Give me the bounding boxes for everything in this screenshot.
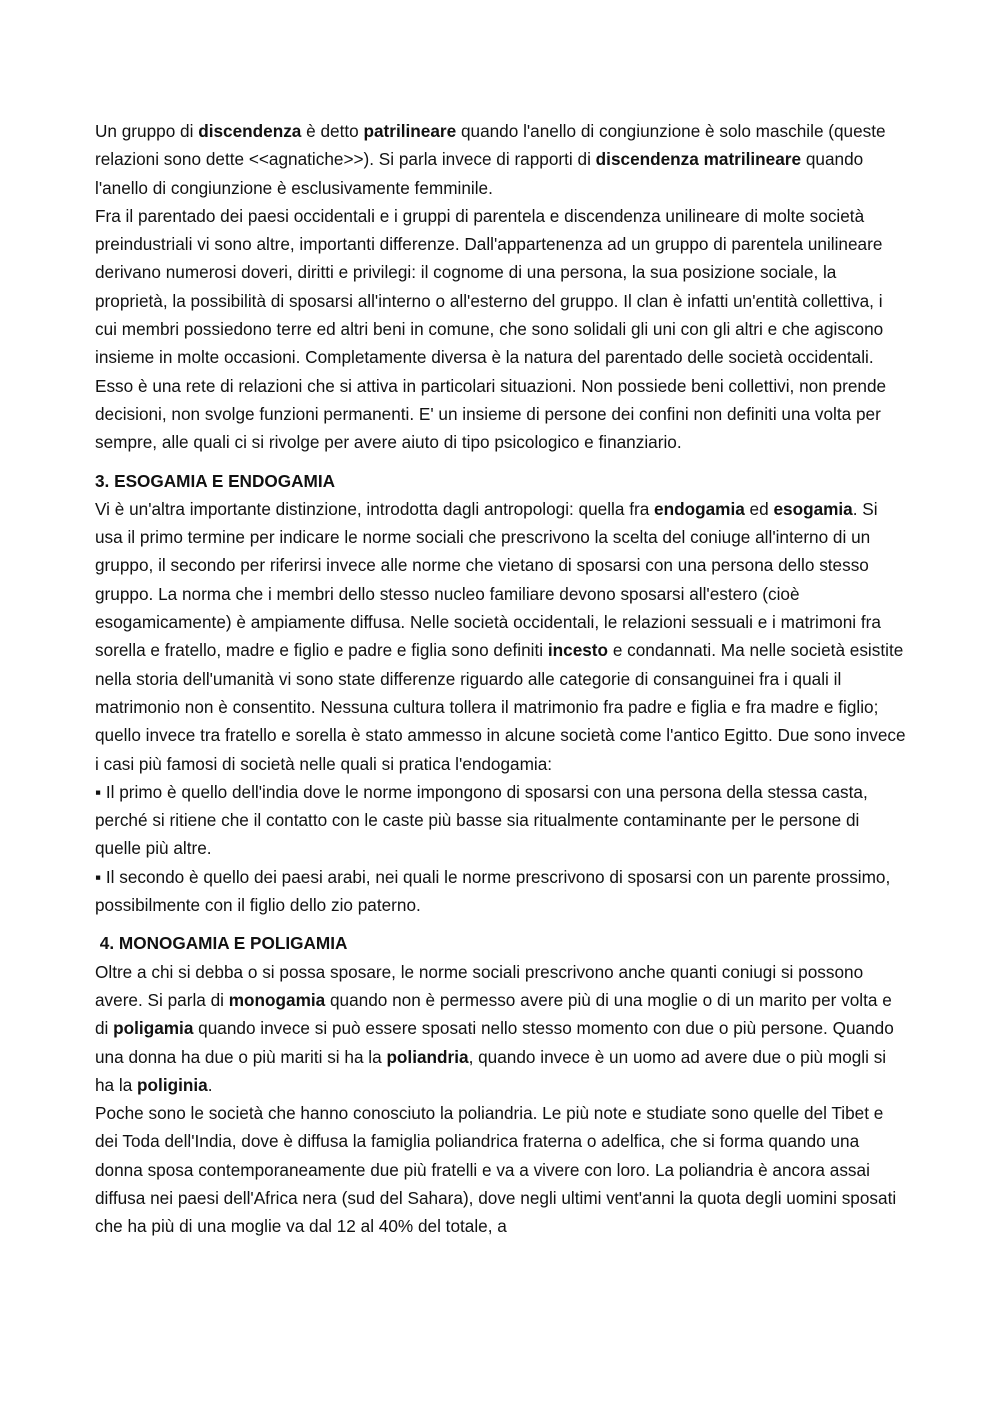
section-heading-esogamia: 3. ESOGAMIA E ENDOGAMIA — [95, 470, 336, 491]
document-page — [95, 117, 907, 1241]
spacer — [95, 457, 907, 467]
paragraph-parentado: Fra il parentado dei paesi occidentali e i gruppi di parentela e discendenza unilineare di molte società preindustriali vi sono altre, importanti differenze. Dall'appartenenza ad un gruppo di parentela unilineare derivano numerosi doveri, diritti e privilegi: il cognome di una persona, la sua posizione sociale, la proprietà, la possibilità di sposarsi all'interno o all'esterno del gruppo. Il clan è infatti un'entità collettiva, i cui membri possiedono terre ed altri beni in comune, che sono solidali gli uni con gli altri e che agiscono insieme in molte occasioni. Completamente diversa è la natura del parentado delle società occidentali. Esso è una rete di relazioni che si attiva in particolari situazioni. Non possiede beni collettivi, non prende decisioni, non svolge funzioni permanenti. E' un insieme di persone dei confini non definiti una volta per sempre, alle quali ci si rivolge per avere aiuto di tipo psicologico e finanziario. — [95, 205, 887, 453]
text-run: quando l'anello di congiunzione è solo maschile (queste relazioni sono dette <<agnatiche>>). Si parla invece di rapporti di — [95, 121, 886, 170]
section-heading-monogamia: 4. MONOGAMIA E POLIGAMIA — [95, 933, 348, 954]
text-run: Oltre a chi si debba o si possa sposare, le norme sociali prescrivono anche quanti coniugi si possono avere. Si parla di — [95, 961, 864, 1010]
text-run: quando non è permesso avere più di una moglie o di un marito per volta e di — [95, 989, 892, 1039]
bold-term-discendenza: discendenza — [198, 121, 302, 141]
text-run: e condannati. Ma nelle società esistite nella storia dell'umanità vi sono state differenze riguardo alle categorie di consanguinei fra i quali il matrimonio non è consentito. Nessuna cultura tollera il matrimonio fra padre e figlia e fra madre e figlio; quello invece tra fratello e sorella è stato ammesso in alcune società come l'antico Egitto. Due sono invece i casi più famosi di società nelle quali si pratica l'endogamia: — [95, 640, 906, 774]
text-run: quando l'anello di congiunzione è esclusivamente femminile. — [95, 149, 864, 198]
bold-term-endogamia: endogamia — [654, 498, 745, 519]
bold-term-discendenza-matrilineare: discendenza matrilineare — [595, 149, 802, 170]
bold-term-poliginia: poliginia — [137, 1074, 208, 1095]
bold-term-poliandria: poliandria — [386, 1046, 469, 1067]
paragraph-monogamia — [95, 958, 907, 1099]
paragraph-poliandria: Poche sono le società che hanno conosciuto la poliandria. Le più note e studiate sono quelle del Tibet e dei Toda dell'India, dove è diffusa la famiglia poliandrica fraterna o adelfica, che si forma quando una donna sposa contemporaneamente due più fratelli e va a vivere con loro. La poliandria è ancora assai diffusa nei paesi dell'Africa nera (sud del Sahara), dove negli ultimi vent'anni la quota degli uomini sposati che ha più di una moglie va dal 12 al 40% del totale, a — [95, 1103, 897, 1237]
bold-term-poligamia: poligamia — [113, 1018, 194, 1039]
text-run: , quando invece è un uomo ad avere due o più mogli si ha la — [95, 1046, 887, 1095]
bullet-item-india: ▪ Il primo è quello dell'india dove le norme impongono di sposarsi con una persona della stessa casta, perché si ritiene che il contatto con le caste più basse sia ritualmente contaminante per le persone di quelle più altre. — [95, 781, 868, 859]
text-run: quando invece si può essere sposati nello stesso momento con due o più persone. Quando una donna ha due o più mariti si ha la — [95, 1018, 894, 1067]
text-run: Vi è un'altra importante distinzione, introdotta dagli antropologi: quella fra — [95, 498, 655, 519]
bullet-item-arabi: ▪ Il secondo è quello dei paesi arabi, nei quali le norme prescrivono di sposarsi con un parente prossimo, possibilmente con il figlio dello zio paterno. — [95, 866, 891, 916]
text-run: ed — [744, 498, 774, 519]
bold-term-monogamia: monogamia — [228, 989, 326, 1010]
paragraph-discendenza — [95, 117, 907, 202]
text-run: è detto — [301, 121, 364, 141]
text-run: . Si usa il primo termine per indicare le norme sociali che prescrivono la scelta del coniuge all'interno di un gruppo, il secondo per riferirsi invece alle norme che vietano di sposarsi con una persona dello stesso gruppo. La norma che i membri dello stesso nucleo familiare devono sposarsi all'estero (cioè esogamicamente) è ampiamente diffusa. Nelle società occidentali, le relazioni sessuali e i matrimoni fra sorella e fratello, madre e figlio e padre e figlia sono definiti — [95, 498, 881, 661]
spacer — [95, 919, 907, 929]
bold-term-esogamia: esogamia — [773, 498, 853, 519]
bold-term-patrilineare: patrilineare — [363, 121, 457, 141]
text-run: Un gruppo di — [95, 121, 199, 141]
text-run: . — [207, 1074, 213, 1095]
paragraph-endogamia — [95, 495, 907, 778]
bold-term-incesto: incesto — [547, 640, 609, 661]
